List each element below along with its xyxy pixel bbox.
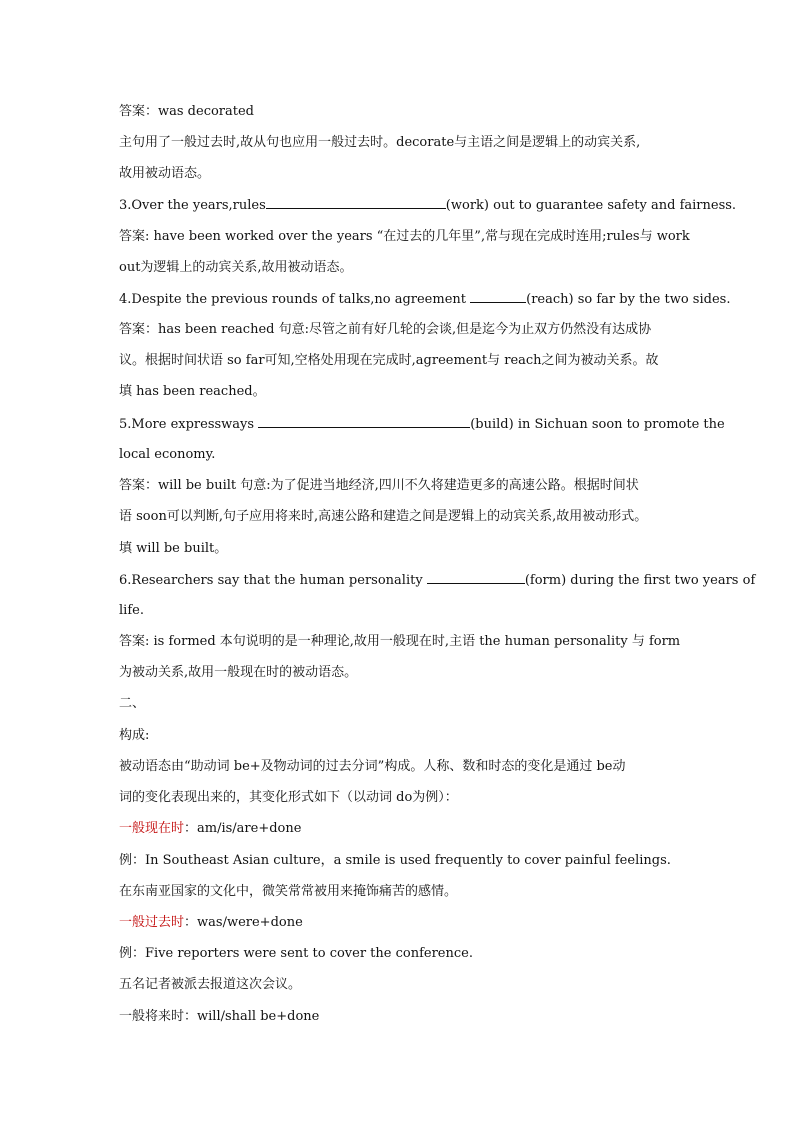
explanation-line: out为逻辑上的动宾关系,故用被动语态。 <box>119 260 353 275</box>
tense-form: ：am/is/are+done <box>184 821 302 836</box>
explanation-line: 填 will be built。 <box>119 541 228 556</box>
tense-label: 一般现在时 <box>119 821 185 836</box>
translation-line: 在东南亚国家的文化中，微笑常常被用来掩饰痛苦的感情。 <box>119 884 458 899</box>
example-line: 例：Five reporters were sent to cover the conference. <box>119 946 473 961</box>
tense-form: ：was/were+done <box>184 915 303 930</box>
answer-line: 答案: have been worked over the years “在过去的几年里”,常与现在完成时连用;rules与 work <box>119 229 690 244</box>
explanation-line: 故用被动语态。 <box>119 166 211 181</box>
explanation-line: 填 has been reached。 <box>119 384 266 399</box>
question-6 <box>119 571 756 590</box>
question-3-text-end: (work) out to guarantee safety and fairness. <box>445 198 737 213</box>
tense-line <box>119 820 684 838</box>
answer-line: 答案：will be built 句意:为了促进当地经济,四川不久将建造更多的高速公路。根据时间状 <box>119 478 639 493</box>
question-4 <box>119 290 731 309</box>
explanation-line: 主句用了一般过去时,故从句也应用一般过去时。decorate与主语之间是逻辑上的动宾关系, <box>119 135 641 150</box>
question-5-text: 5.More expressways <box>119 417 259 432</box>
section-heading: 二、 <box>119 696 146 711</box>
question-4-text-end: (reach) so far by the two sides. <box>526 292 731 307</box>
answer-line: 答案：was decorated <box>119 104 255 119</box>
question-3-text: 3.Over the years,rules <box>119 198 266 213</box>
example-line: 例：In Southeast Asian culture，a smile is used frequently to cover painful feelings. <box>119 853 671 868</box>
answer-line: 答案：has been reached 句意:尽管之前有好几轮的会谈,但是迄今为止双方仍然没有达成协 <box>119 322 652 337</box>
body-text: 被动语态由“助动词 be+及物动词的过去分词”构成。人称、数和时态的变化是通过 be动 <box>119 759 626 774</box>
answer-blank <box>266 196 446 209</box>
answer-blank <box>427 571 525 584</box>
question-3 <box>119 196 737 215</box>
question-5 <box>119 415 725 434</box>
tense-label: 一般过去时 <box>119 915 185 930</box>
question-5-text-end: (build) in Sichuan soon to promote the <box>470 417 725 432</box>
question-6-text: 6.Researchers say that the human personality <box>119 573 427 588</box>
subheading: 构成: <box>119 728 150 743</box>
explanation-line: 议。根据时间状语 so far可知,空格处用现在完成时,agreement与 reach之间为被动关系。故 <box>119 353 659 368</box>
explanation-line: 语 soon可以判断,句子应用将来时,高速公路和建造之间是逻辑上的动宾关系,故用被动形式。 <box>119 509 648 524</box>
answer-blank <box>258 415 470 428</box>
answer-blank <box>470 290 526 303</box>
answer-line: 答案: is formed 本句说明的是一种理论,故用一般现在时,主语 the human personality 与 form <box>119 634 681 649</box>
question-6-text-end: (form) during the first two years of <box>524 573 756 588</box>
question-6-continued: life. <box>119 603 144 618</box>
tense-line: 一般将来时：will/shall be+done <box>119 1009 320 1024</box>
translation-line: 五名记者被派去报道这次会议。 <box>119 977 302 992</box>
tense-line <box>119 914 684 932</box>
question-4-text: 4.Despite the previous rounds of talks,no agreement <box>119 292 471 307</box>
body-text: 词的变化表现出来的，其变化形式如下（以动词 do为例）： <box>119 790 458 805</box>
question-5-continued: local economy. <box>119 447 216 462</box>
explanation-line: 为被动关系,故用一般现在时的被动语态。 <box>119 665 358 680</box>
